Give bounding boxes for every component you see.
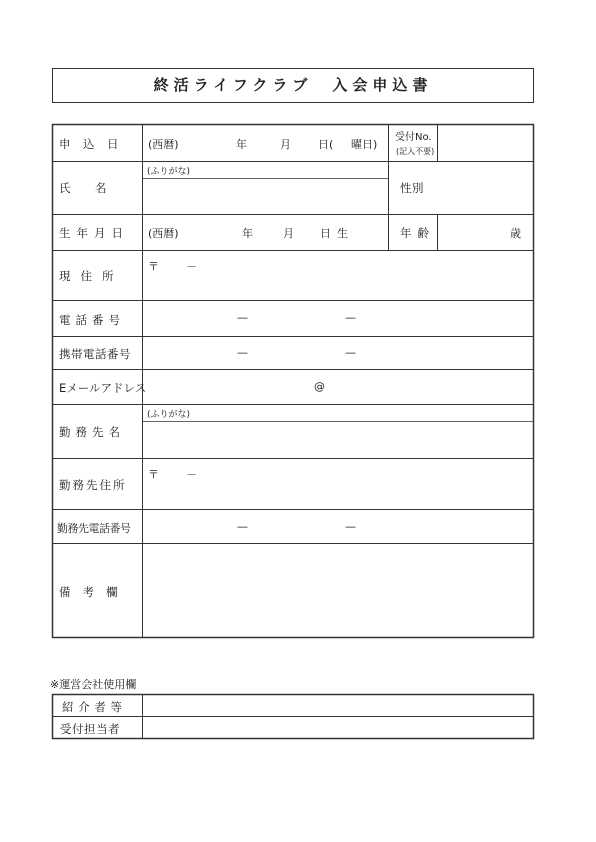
phone-dash-2: — [345, 311, 356, 324]
gender-field[interactable] [438, 162, 533, 214]
age-label: 年齢 [400, 226, 435, 240]
work-phone-dash-2: — [345, 520, 356, 533]
work-address-postal-dash: － [186, 468, 197, 481]
remarks-field[interactable] [143, 544, 533, 637]
mobile-dash-1: — [237, 346, 248, 359]
birth-date-label: 生年月日 [59, 226, 129, 240]
address-label: 現住所 [59, 269, 124, 283]
work-phone-label: 勤務先電話番号 [57, 522, 131, 535]
introducer-label: 紹 介 者 等 [62, 700, 123, 714]
birth-day: 日生 [320, 227, 354, 240]
birth-year: 年 [242, 227, 253, 240]
receptionist-label: 受付担当者 [60, 722, 120, 736]
application-seireki: (西暦) [148, 138, 179, 151]
phone-label: 電話番号 [59, 313, 125, 327]
gender-label: 性別 [400, 181, 424, 195]
name-field[interactable] [143, 179, 388, 214]
application-weekday: 曜日) [351, 138, 378, 151]
receipt-no-field [438, 125, 533, 161]
workplace-furigana: (ふりがな) [147, 410, 191, 420]
form-title: 終活ライフクラブ 入会申込書 [153, 76, 433, 94]
mobile-dash-2: — [345, 346, 356, 359]
address-postal-mark: 〒 [148, 260, 159, 273]
application-year: 年 [236, 138, 247, 151]
work-phone-dash-1: — [237, 520, 248, 533]
remarks-label: 備考欄 [59, 585, 130, 599]
birth-seireki: (西暦) [148, 227, 179, 240]
receipt-no-note: (記入不要) [396, 147, 435, 156]
email-at: @ [314, 380, 325, 393]
age-unit: 歳 [510, 227, 521, 240]
work-address-postal-mark: 〒 [148, 468, 159, 481]
name-label: 氏 名 [59, 181, 107, 195]
application-day: 日( [318, 138, 334, 151]
workplace-field[interactable] [143, 422, 533, 458]
application-month: 月 [280, 138, 291, 151]
receipt-no-label: 受付No. [395, 132, 432, 143]
address-field[interactable] [143, 251, 533, 300]
application-date-label: 申 込 日 [59, 137, 119, 151]
address-postal-dash: － [186, 260, 197, 273]
work-address-label: 勤務先住所 [59, 478, 127, 492]
name-furigana: (ふりがな) [147, 167, 191, 177]
birth-month: 月 [283, 227, 294, 240]
workplace-label: 勤務先名 [59, 425, 125, 439]
email-label: Eメールアドレス [59, 381, 147, 395]
phone-dash-1: — [237, 311, 248, 324]
office-section-heading: ※運営会社使用欄 [50, 678, 137, 691]
mobile-label: 携帯電話番号 [59, 347, 131, 361]
